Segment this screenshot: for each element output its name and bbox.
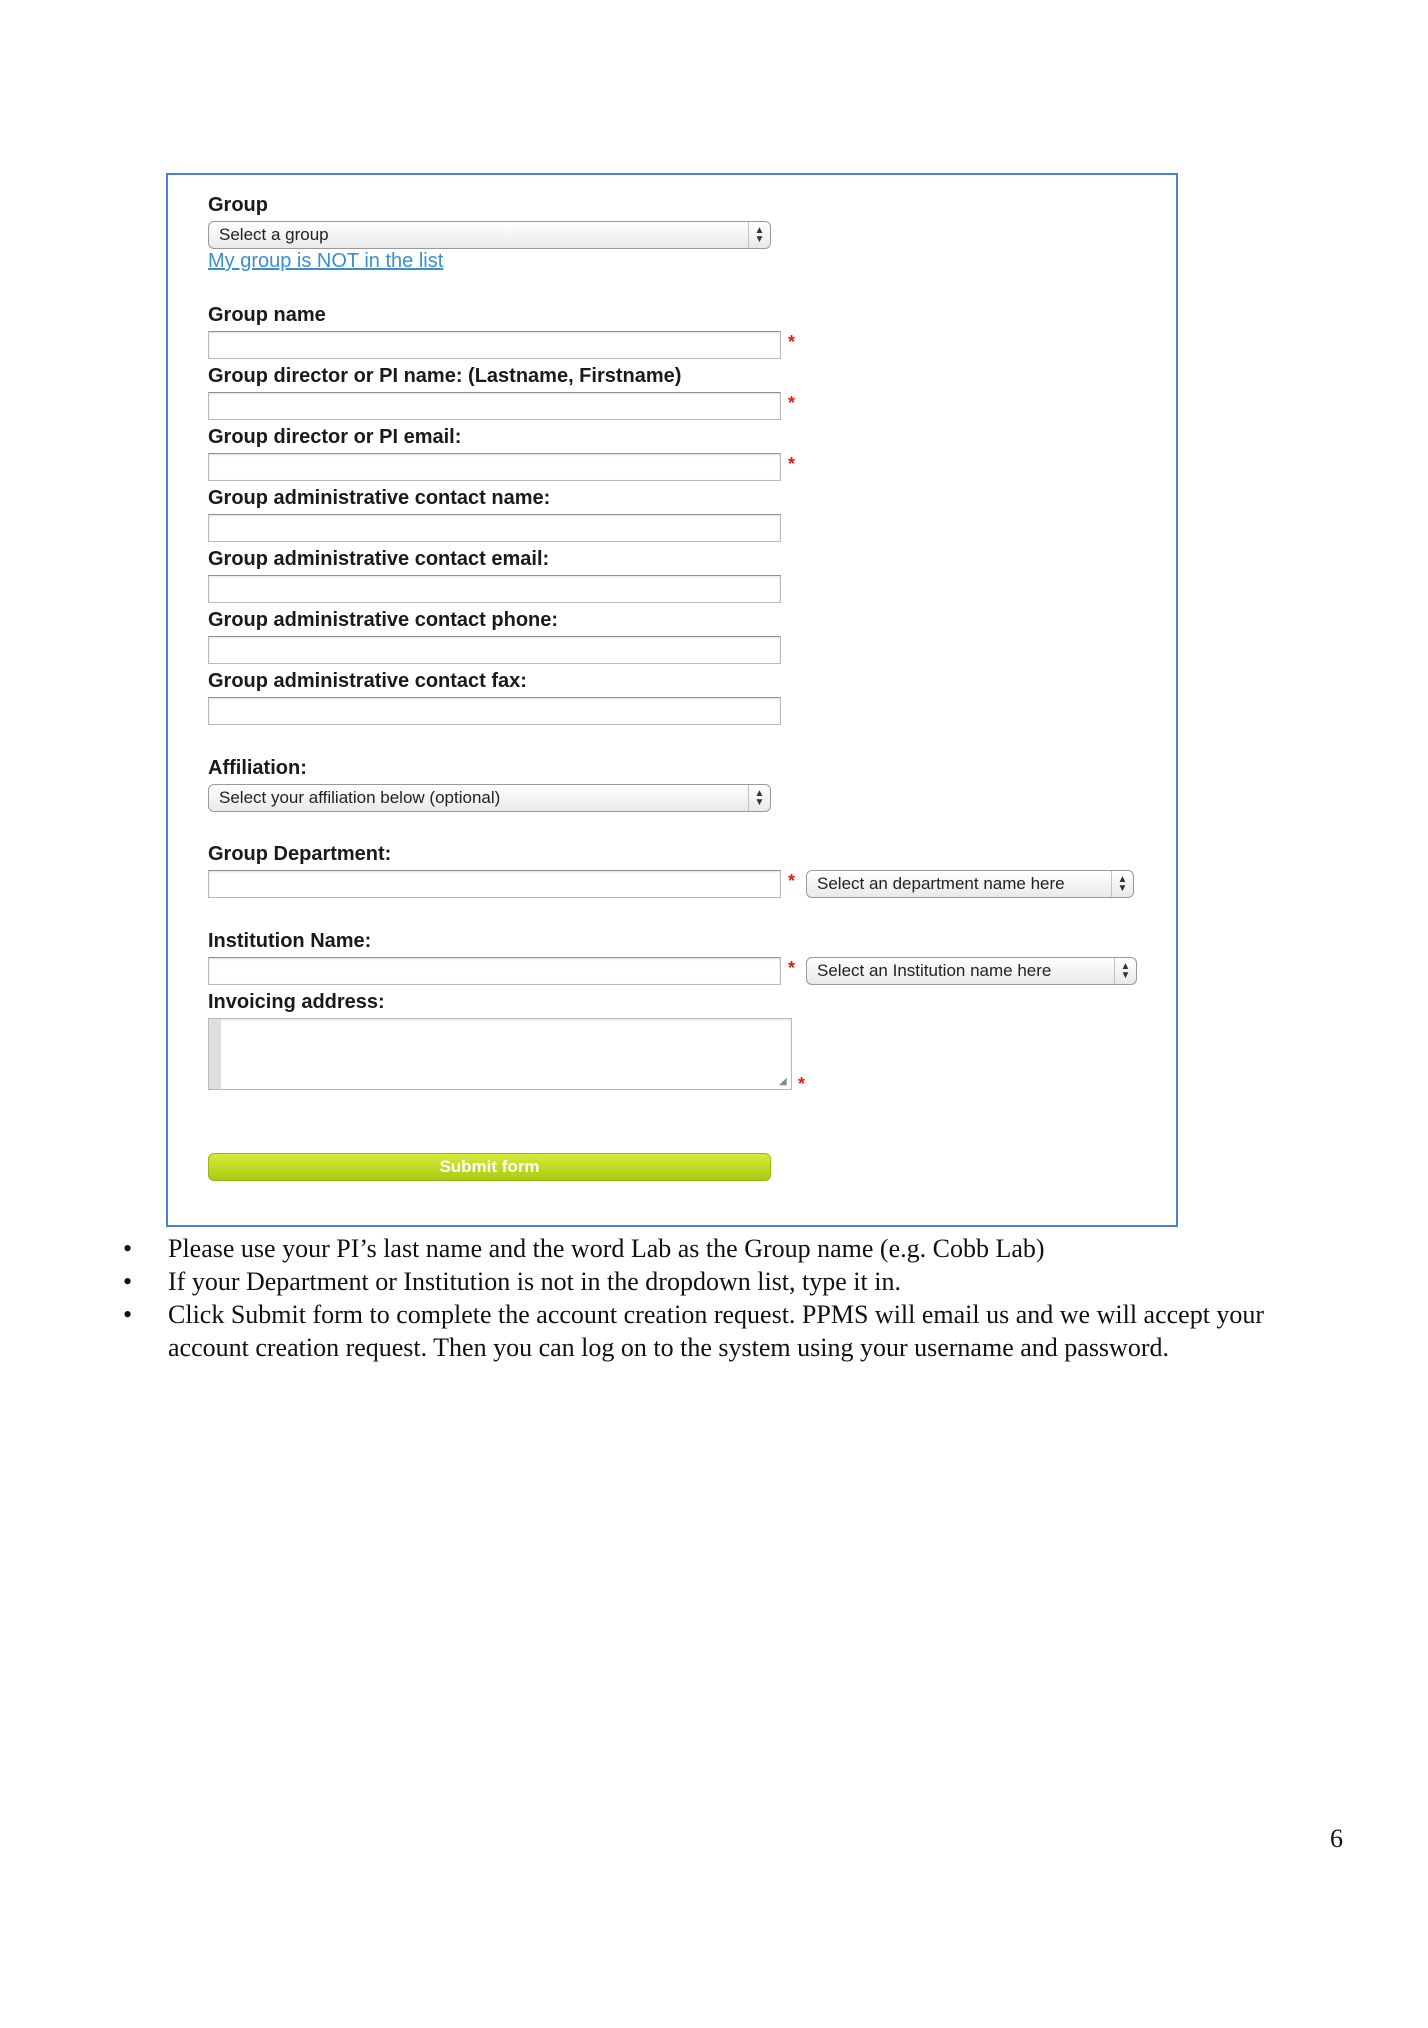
required-marker: * xyxy=(788,393,796,413)
institution-select[interactable] xyxy=(806,957,1137,985)
group-name-input[interactable] xyxy=(208,331,781,359)
institution-select-value: Select an Institution name here xyxy=(817,961,1052,980)
group-name-label: Group name xyxy=(208,304,326,326)
required-marker: * xyxy=(788,454,796,474)
list-item-text: Click Submit form to complete the account creation request. PPMS will email us and we will accept your account creation request. Then you can log on to the system using your username and password. xyxy=(168,1300,1265,1362)
group-select[interactable] xyxy=(208,221,771,249)
institution-input[interactable] xyxy=(208,957,781,985)
list-item xyxy=(120,1232,1350,1265)
list-item xyxy=(120,1265,1350,1298)
institution-label: Institution Name: xyxy=(208,930,372,952)
admin-email-input[interactable] xyxy=(208,575,781,603)
required-marker: * xyxy=(788,871,796,891)
select-arrows-icon: ▲ ▼ xyxy=(748,222,770,248)
page-number: 6 xyxy=(1330,1824,1343,1853)
affiliation-label: Affiliation: xyxy=(208,757,307,779)
affiliation-select[interactable] xyxy=(208,784,771,812)
admin-email-label: Group administrative contact email: xyxy=(208,548,550,570)
admin-phone-label: Group administrative contact phone: xyxy=(208,609,559,631)
group-label: Group xyxy=(208,194,268,216)
admin-fax-label: Group administrative contact fax: xyxy=(208,670,527,692)
textarea-sidebar xyxy=(209,1019,221,1089)
required-marker: * xyxy=(788,958,796,978)
select-arrows-icon: ▲ ▼ xyxy=(1114,958,1136,984)
group-not-in-list-link[interactable]: My group is NOT in the list xyxy=(208,250,444,272)
department-select-value: Select an department name here xyxy=(817,874,1065,893)
invoicing-label: Invoicing address: xyxy=(208,991,385,1013)
bullet-marker: • xyxy=(123,1234,133,1263)
required-marker: * xyxy=(788,332,796,352)
list-item-text: If your Department or Institution is not in the dropdown list, type it in. xyxy=(168,1267,901,1296)
bullet-marker: • xyxy=(123,1300,133,1329)
list-item xyxy=(120,1298,1350,1364)
required-marker: * xyxy=(798,1074,806,1094)
department-select[interactable] xyxy=(806,870,1134,898)
director-name-label: Group director or PI name: (Lastname, Firstname) xyxy=(208,365,682,387)
admin-fax-input[interactable] xyxy=(208,697,781,725)
director-email-label: Group director or PI email: xyxy=(208,426,462,448)
department-input[interactable] xyxy=(208,870,781,898)
resize-grip-icon[interactable]: ◢ xyxy=(779,1076,787,1087)
affiliation-select-value: Select your affiliation below (optional) xyxy=(219,788,501,807)
director-name-input[interactable] xyxy=(208,392,781,420)
bullet-marker: • xyxy=(123,1267,133,1296)
admin-name-label: Group administrative contact name: xyxy=(208,487,551,509)
group-select-value: Select a group xyxy=(219,225,329,244)
director-email-input[interactable] xyxy=(208,453,781,481)
department-label: Group Department: xyxy=(208,843,392,865)
admin-phone-input[interactable] xyxy=(208,636,781,664)
select-arrows-icon: ▲ ▼ xyxy=(748,785,770,811)
select-arrows-icon: ▲ ▼ xyxy=(1111,871,1133,897)
list-item-text: Please use your PI’s last name and the word Lab as the Group name (e.g. Cobb Lab) xyxy=(168,1234,1045,1263)
instructions-list xyxy=(120,1232,1350,1364)
admin-name-input[interactable] xyxy=(208,514,781,542)
invoicing-address-textarea[interactable] xyxy=(208,1018,792,1090)
registration-form-screenshot xyxy=(166,173,1178,1227)
submit-form-button[interactable]: Submit form xyxy=(208,1153,771,1181)
